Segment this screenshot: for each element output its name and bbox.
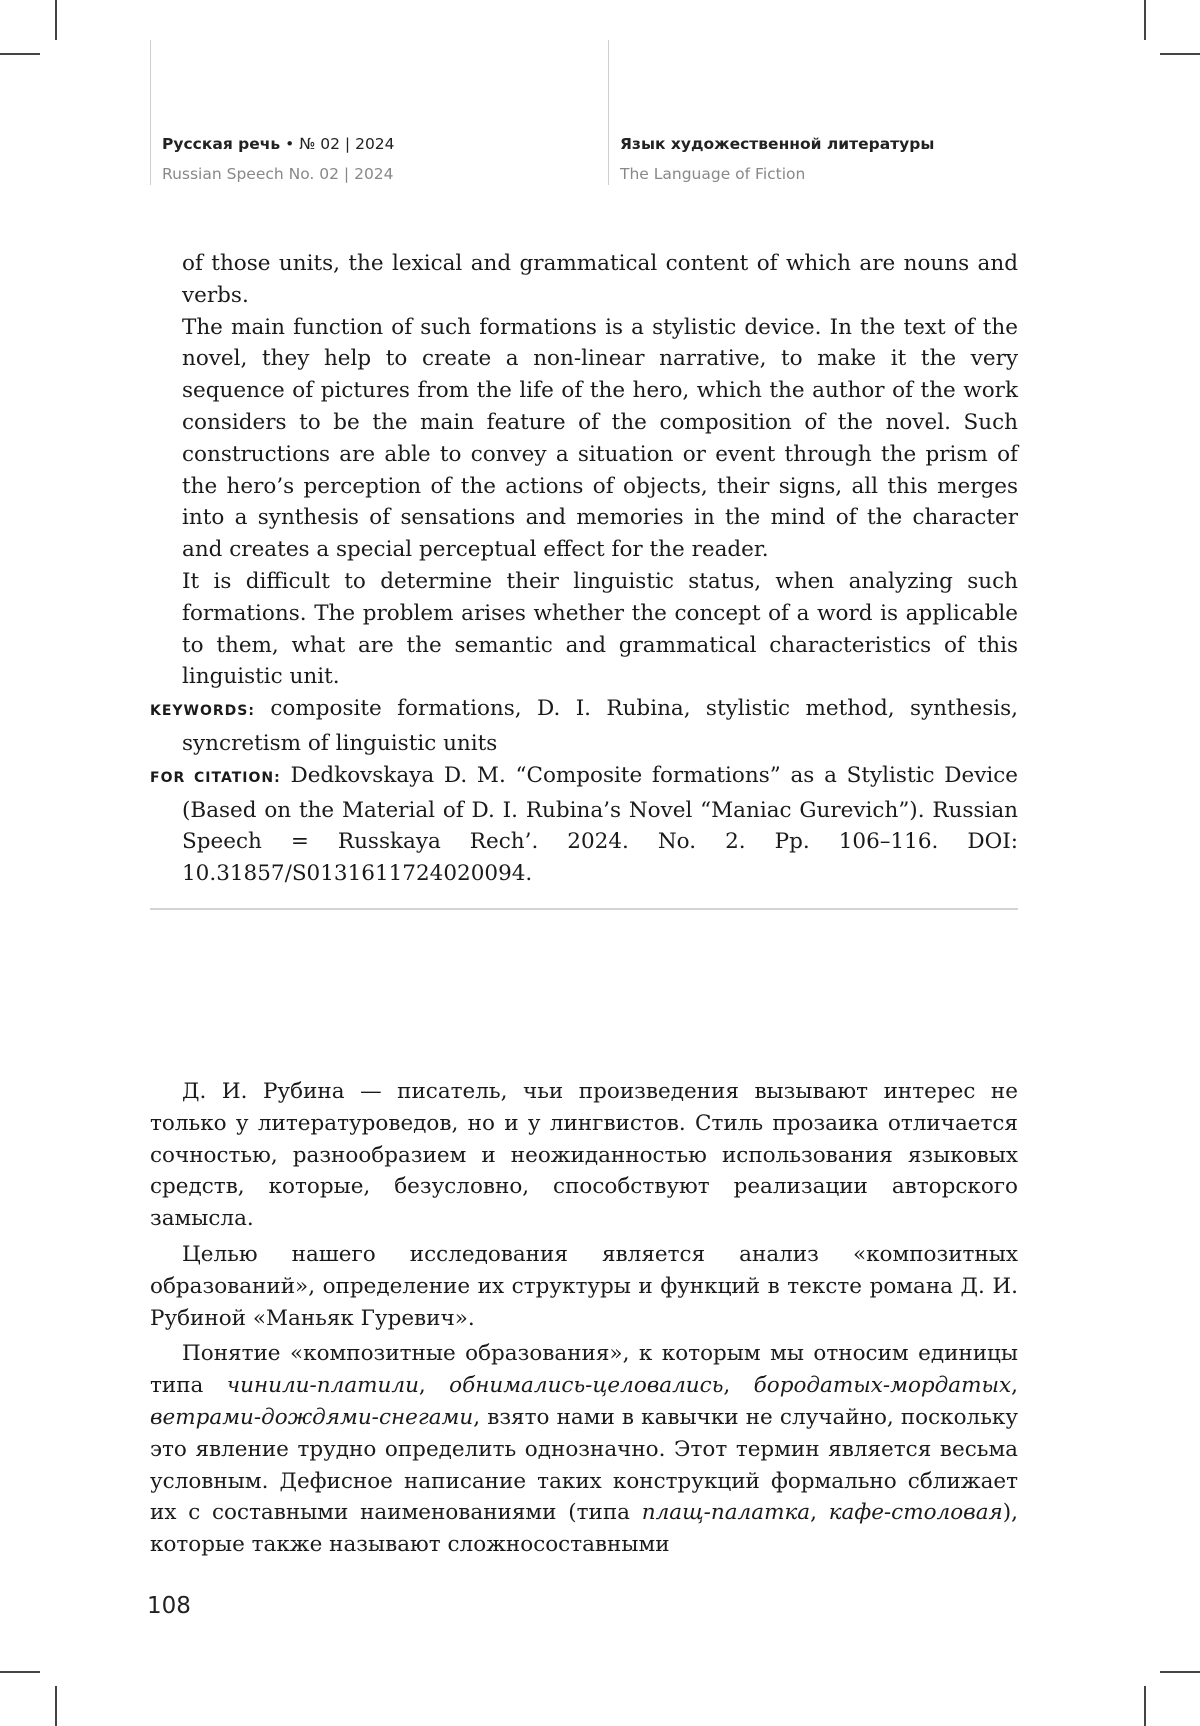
example-term: кафе-столовая (828, 1500, 1003, 1526)
citation-text: Dedkovskaya D. M. “Composite formations” as a Stylistic Device (Based on the Material of D. I. Rubina’s Novel “Maniac Gurevich”). Russian Speech = Russkaya Rech’. 2024. No. 2. Pp. 106–116. DOI: 10.31857/S0131611724020094. (182, 762, 1018, 887)
abstract-paragraph: It is difficult to determine their linguistic status, when analyzing such formations. The problem arises whether the concept of a word is applicable to them, what are the semantic and grammatical characteristics of this linguistic unit. (182, 568, 1018, 690)
journal-title-en: Russian Speech No. 02 | 2024 (162, 165, 394, 183)
keywords (150, 693, 1018, 760)
keywords-label: KEYWORDS: (150, 703, 255, 720)
bullet-separator: • (285, 135, 300, 153)
example-term: плащ-палатка (641, 1500, 811, 1526)
example-term: чинили-платили (226, 1373, 419, 1399)
section-divider (150, 908, 1018, 910)
example-term: ветрами-дождями-снегами (150, 1404, 474, 1430)
body-paragraph: Д. И. Рубина — писатель, чьи произведения вызывают интерес не только у литературоведов, но и у лингвистов. Стиль прозаика отличается сочностью, разнообразием и неожиданностью использования языковых средств, которые, безусловно, способствуют реализации авторского замысла. (150, 1079, 1018, 1232)
abstract-paragraph: of those units, the lexical and grammatical content of which are nouns and verbs. (182, 251, 1018, 308)
section-title-ru: Язык художественной литературы (620, 135, 935, 153)
crop-mark-bottom-right-horizontal (1160, 1671, 1200, 1673)
header-journal (150, 40, 602, 185)
keywords-text: composite formations, D. I. Rubina, stylistic method, synthesis, syncretism of linguistic units (182, 696, 1018, 756)
example-term: обнимались-целовались (449, 1373, 724, 1399)
page-number: 108 (147, 1593, 191, 1619)
citation-label: FOR CITATION: (150, 769, 281, 786)
crop-mark-bottom-left-vertical (55, 1686, 57, 1726)
header-section (608, 40, 1020, 185)
article-body (150, 1076, 1018, 1565)
crop-mark-top-left-horizontal (0, 53, 40, 55)
crop-mark-top-left-vertical (55, 0, 57, 40)
crop-mark-bottom-left-horizontal (0, 1671, 40, 1673)
abstract-paragraph: The main function of such formations is a stylistic device. In the text of the novel, they help to create a non-linear narrative, to make it the very sequence of pictures from the life of the hero, which the author of the work considers to be the main feature of the composition of the novel. Such constructions are able to convey a situation or event through the prism of the hero’s perception of the actions of objects, their signs, all this merges into a synthesis of sensations and memories in the mind of the character and creates a special perceptual effect for the reader. (182, 314, 1018, 563)
crop-mark-top-right-horizontal (1160, 53, 1200, 55)
body-paragraph: Понятие «композитные образования», к которым мы относим единицы типа чинили-платили, обнимались-целовались, бородатых-мордатых, ветрами-дождями-снегами, взято нами в кавычки не случайно, поскольку это явление трудно определить однозначно. Этот термин является весьма условным. Дефисное написание таких конструкций формально сближает их с составными наименованиями (типа плащ-палатка, кафе-столовая), которые также называют сложносоставными (150, 1341, 1018, 1558)
journal-issue-ru: № 02 | 2024 (299, 135, 395, 153)
example-term: бородатых-мордатых (753, 1373, 1012, 1399)
crop-mark-top-right-vertical (1144, 0, 1146, 40)
section-title-en: The Language of Fiction (620, 165, 806, 183)
crop-mark-bottom-right-vertical (1144, 1686, 1146, 1726)
abstract (150, 248, 1018, 890)
running-header (150, 40, 1020, 185)
body-paragraph: Целью нашего исследования является анализ «композитных образований», определение их структуры и функций в тексте романа Д. И. Рубиной «Маньяк Гуревич». (150, 1241, 1018, 1331)
citation (150, 760, 1018, 890)
journal-title-ru: Русская речь (162, 135, 281, 153)
